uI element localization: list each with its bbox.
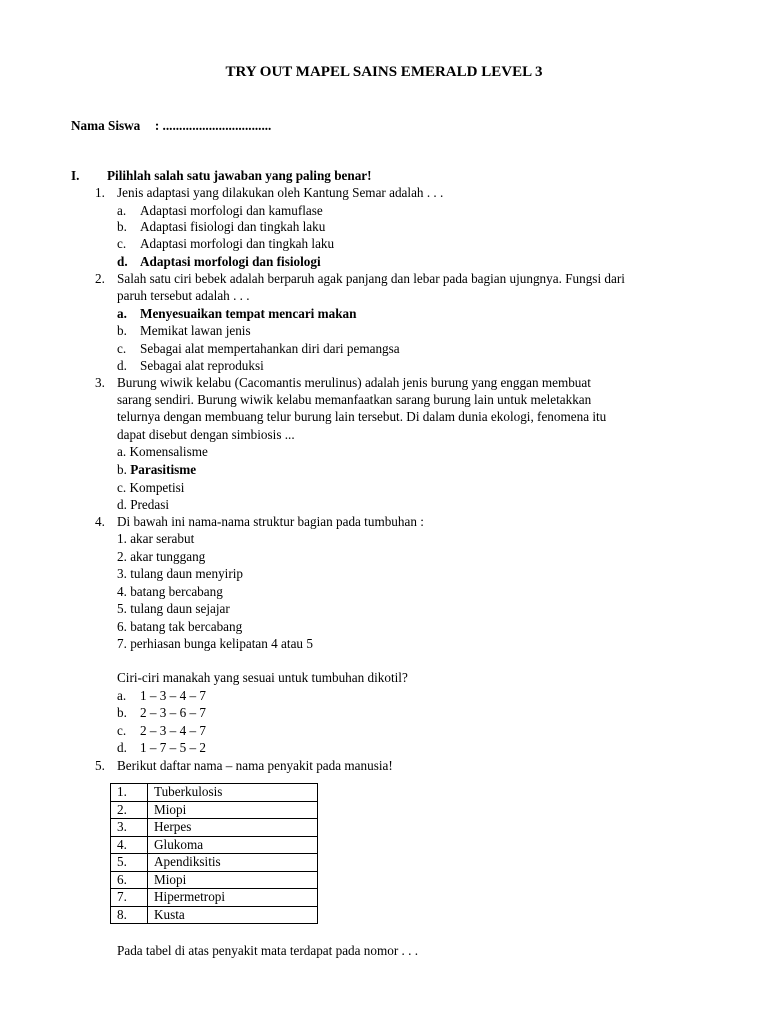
- option-d: d. Predasi: [117, 497, 170, 512]
- table-row: 8. Kusta: [111, 906, 318, 924]
- list-item: 3. tulang daun menyirip: [117, 566, 243, 581]
- student-name-row: [71, 118, 271, 134]
- option-c: c. Kompetisi: [117, 480, 185, 495]
- question-number: 3.: [95, 375, 105, 390]
- list-item: 1. akar serabut: [117, 531, 195, 546]
- option-d-answer: d. Adaptasi morfologi dan fisiologi: [117, 254, 321, 269]
- table-row: 6. Miopi: [111, 871, 318, 889]
- option-c: c. Sebagai alat mempertahankan diri dari pemangsa: [117, 341, 400, 356]
- question-text: Burung wiwik kelabu (Cacomantis merulinus) adalah jenis burung yang enggan membuat: [117, 375, 591, 390]
- question-number: 2.: [95, 271, 105, 286]
- page-title: TRY OUT MAPEL SAINS EMERALD LEVEL 3: [225, 64, 543, 80]
- table-row: 2. Miopi: [111, 801, 318, 819]
- option-a: a. Adaptasi morfologi dan kamuflase: [117, 203, 323, 218]
- section-numeral: I.: [71, 168, 80, 183]
- option-b-answer: b. Parasitisme: [117, 462, 197, 477]
- list-item: 2. akar tunggang: [117, 549, 206, 564]
- option-d: d. Sebagai alat reproduksi: [117, 358, 264, 373]
- question-text: sarang sendiri. Burung wiwik kelabu memanfaatkan sarang burung lain untuk meletakkan: [117, 392, 592, 407]
- option-c: c. Adaptasi morfologi dan tingkah laku: [117, 236, 335, 251]
- student-name-separator: :: [154, 118, 160, 133]
- question-text: dapat disebut dengan simbiosis ...: [117, 427, 295, 442]
- option-b: b. 2 – 3 – 6 – 7: [117, 705, 206, 720]
- table-row: 3. Herpes: [111, 819, 318, 837]
- student-name-blank: .................................: [162, 118, 272, 133]
- table-row: 1. Tuberkulosis: [111, 784, 318, 802]
- option-a: a. Komensalisme: [117, 444, 208, 459]
- question-text: telurnya dengan membuang telur burung lain tersebut. Di dalam dunia ekologi, fenomena itu: [117, 409, 607, 424]
- option-d: d. 1 – 7 – 5 – 2: [117, 740, 206, 755]
- option-b: b. Adaptasi fisiologi dan tingkah laku: [117, 219, 326, 234]
- question-number: 5.: [95, 758, 105, 773]
- question-text: Jenis adaptasi yang dilakukan oleh Kantung Semar adalah . . .: [117, 185, 444, 200]
- table-row: 7. Hipermetropi: [111, 889, 318, 907]
- list-item: 4. batang bercabang: [117, 584, 223, 599]
- question-text: paruh tersebut adalah . . .: [117, 288, 250, 303]
- option-c: c. 2 – 3 – 4 – 7: [117, 723, 206, 738]
- question-number: 1.: [95, 185, 105, 200]
- question-text: Berikut daftar nama – nama penyakit pada manusia!: [117, 758, 393, 773]
- disease-table: [110, 783, 318, 924]
- question-text: Pada tabel di atas penyakit mata terdapat pada nomor . . .: [117, 943, 419, 958]
- student-name-label: Nama Siswa: [71, 118, 141, 133]
- question-text: Ciri-ciri manakah yang sesuai untuk tumbuhan dikotil?: [117, 670, 408, 685]
- table-row: 5. Apendiksitis: [111, 854, 318, 872]
- question-text: Di bawah ini nama-nama struktur bagian pada tumbuhan :: [117, 514, 424, 529]
- section-instruction: Pilihlah salah satu jawaban yang paling benar!: [107, 168, 372, 183]
- option-a: a. 1 – 3 – 4 – 7: [117, 688, 206, 703]
- list-item: 7. perhiasan bunga kelipatan 4 atau 5: [117, 636, 313, 651]
- question-number: 4.: [95, 514, 105, 529]
- question-text: Salah satu ciri bebek adalah berparuh agak panjang dan lebar pada bagian ujungnya. Fungsi dari: [117, 271, 625, 286]
- option-b: b. Memikat lawan jenis: [117, 323, 251, 338]
- table-row: 4. Glukoma: [111, 836, 318, 854]
- list-item: 5. tulang daun sejajar: [117, 601, 230, 616]
- list-item: 6. batang tak bercabang: [117, 619, 243, 634]
- option-a-answer: a. Menyesuaikan tempat mencari makan: [117, 306, 357, 321]
